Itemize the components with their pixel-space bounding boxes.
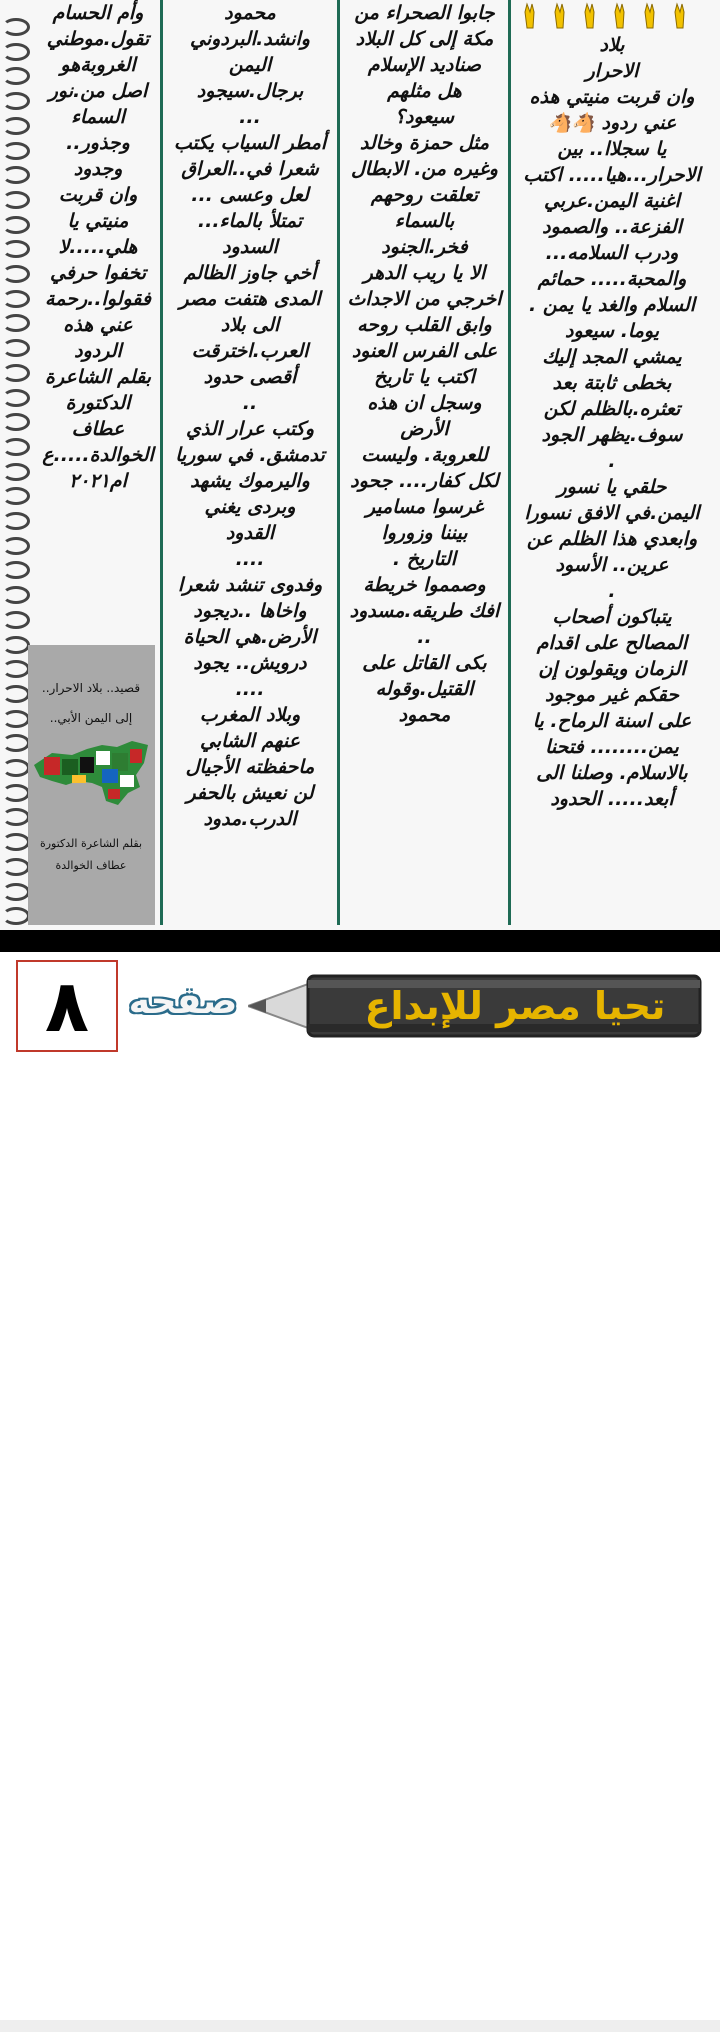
poem-line: عرين.. الأسود xyxy=(555,554,669,576)
poem-line: هل مثلهم xyxy=(387,80,462,102)
spiral-ring xyxy=(2,586,30,604)
spiral-ring xyxy=(2,18,30,36)
poem-line: الخوالدة.....ع xyxy=(42,444,154,466)
spiral-ring xyxy=(2,290,30,308)
poem-line: . xyxy=(608,450,616,472)
column-separator xyxy=(508,0,511,925)
page-number: ٨ xyxy=(16,960,118,1052)
spiral-ring xyxy=(2,389,30,407)
spiral-ring xyxy=(2,808,30,826)
poem-line: شعرا في..العراق xyxy=(181,158,319,180)
poem-line: عني ردود 🐴🐴 xyxy=(547,112,677,134)
poem-line: اليمن xyxy=(228,54,272,76)
poem-line: المصالح على اقدام xyxy=(536,632,688,654)
poem-line: الأرض xyxy=(400,418,449,440)
poem-line: وصمموا خريطة xyxy=(363,574,486,596)
victory-hand-icon xyxy=(512,0,712,30)
spiral-ring xyxy=(2,216,30,234)
poem-line: الاحرار xyxy=(585,60,639,82)
poem-line: القتيل.وقوله xyxy=(375,678,474,700)
poem-line: تعثره.بالظلم لكن xyxy=(543,398,681,420)
spiral-ring xyxy=(2,92,30,110)
poem-line: وانشد.البردوني xyxy=(190,28,310,50)
poem-line: وسجل ان هذه xyxy=(367,392,482,414)
spiral-ring xyxy=(2,67,30,85)
poem-line: القدود xyxy=(225,522,275,544)
poem-line: والمحبة..... حمائم xyxy=(537,268,687,290)
poem-line: يمن........ فتحنا xyxy=(545,736,679,758)
poem-line: تدمشق. في سوريا xyxy=(175,444,325,466)
spiral-ring xyxy=(2,858,30,876)
poem-line: وفدوى تنشد شعرا xyxy=(177,574,323,596)
cover-title xyxy=(32,673,150,733)
poem-line: الدكتورة xyxy=(65,392,131,414)
poem-line: الفزعة.. والصمود xyxy=(542,216,682,238)
poem-line: يوما. سيعود xyxy=(565,320,659,342)
poem-line: وابعدي هذا الظلم عن xyxy=(526,528,698,550)
spiral-ring xyxy=(2,512,30,530)
cover-credit xyxy=(32,833,150,877)
poem-line: لن نعيش بالحفر xyxy=(186,782,314,804)
poem-line: وأم الحسام xyxy=(52,2,144,24)
poem-line: واخاها ..ديجود xyxy=(193,600,307,622)
spiral-ring xyxy=(2,907,30,925)
spiral-ring xyxy=(2,487,30,505)
poem-line: للعروبة. وليست xyxy=(361,444,488,466)
poem-line: وجذور.. xyxy=(66,132,130,154)
poem-line: هلي.....لا xyxy=(58,236,138,258)
poem-line: الردود xyxy=(74,340,122,362)
poem-line: درويش.. يجود xyxy=(193,652,307,674)
poem-line: الأرض.هي الحياة xyxy=(183,626,317,648)
page-footer xyxy=(0,952,720,1080)
poem-line: بالاسلام. وصلنا الى xyxy=(536,762,688,784)
footer-divider xyxy=(0,930,720,952)
spiral-ring xyxy=(2,43,30,61)
spiral-ring xyxy=(2,413,30,431)
column-separator xyxy=(160,0,163,925)
poem-line: ام٢٠٢١ xyxy=(69,470,127,492)
poem-line: تعلقت روحهم xyxy=(370,184,479,206)
poem-line: وبردى يغني xyxy=(204,496,296,518)
poem-line: عني هذه xyxy=(63,314,133,336)
poem-line: غرسوا مسامير xyxy=(365,496,484,518)
poem-line: يتباكون أصحاب xyxy=(552,606,672,628)
poem-line: ... xyxy=(239,106,261,128)
poem-column-3 xyxy=(165,0,335,925)
poem-line: فخر.الجنود xyxy=(381,236,468,258)
spiral-ring xyxy=(2,117,30,135)
poem-line: وغيره من. الابطال xyxy=(351,158,498,180)
poem-line: .... xyxy=(235,548,265,570)
poem-line: الدرب.مدود xyxy=(203,808,297,830)
spiral-ring xyxy=(2,463,30,481)
poem-line: بكى القاتل على xyxy=(362,652,487,674)
poem-line: العرب.اخترقت xyxy=(191,340,309,362)
poem-line: على الفرس العنود xyxy=(351,340,498,362)
spiral-ring xyxy=(2,883,30,901)
spiral-ring xyxy=(2,339,30,357)
poem-line: مثل حمزة وخالد xyxy=(359,132,490,154)
poem-line: ودرب السلامه... xyxy=(545,242,679,264)
poem-line: التاريخ . xyxy=(392,548,457,570)
spiral-ring xyxy=(2,636,30,654)
poem-column-2 xyxy=(342,0,507,925)
poem-line: لعل وعسى ... xyxy=(191,184,309,206)
spiral-ring xyxy=(2,759,30,777)
poem-line: حلقي يا نسور xyxy=(557,476,667,498)
spiral-ring xyxy=(2,685,30,703)
spiral-ring xyxy=(2,561,30,579)
spiral-binding xyxy=(0,0,28,930)
poem-line: بالسماء xyxy=(394,210,455,232)
poem-line: السلام والغد يا يمن . xyxy=(529,294,695,316)
spiral-ring xyxy=(2,265,30,283)
poem-line: محمود xyxy=(398,704,451,726)
poem-line: المدى هتفت مصر xyxy=(179,288,321,310)
poem-line: وبلاد المغرب xyxy=(199,704,301,726)
poem-line: تمتلأ بالماء... xyxy=(197,210,303,232)
poem-line: الاحرار...هيا..... اكتب xyxy=(523,164,701,186)
poem-line: وان قربت منيتي هذه xyxy=(529,86,695,108)
spiral-ring xyxy=(2,364,30,382)
bottom-strip xyxy=(0,2020,720,2032)
poem-line: اخرجي من الاجداث xyxy=(347,288,502,310)
poem-line: أخي جاوز الظالم xyxy=(183,262,317,284)
spiral-ring xyxy=(2,537,30,555)
poem-line: السماء xyxy=(71,106,125,128)
spiral-ring xyxy=(2,142,30,160)
poem-line: اكتب يا تاريخ xyxy=(374,366,475,388)
spiral-ring xyxy=(2,314,30,332)
poem-line: مكة إلى كل البلاد xyxy=(355,28,494,50)
poem-line: صناديد الإسلام xyxy=(367,54,482,76)
poem-line: برجال.سيجود xyxy=(196,80,304,102)
spiral-ring xyxy=(2,833,30,851)
poem-line: وجدود xyxy=(73,158,123,180)
poem-line: أمطر السياب يكتب xyxy=(173,132,327,154)
poem-line: افك طريقه.مسدود xyxy=(349,600,500,622)
poem-line: وان قربت xyxy=(58,184,138,206)
poem-line: وابق القلب روحه xyxy=(357,314,492,336)
poem-line: السدود xyxy=(222,236,278,258)
poem-line: ماحفظته الأجيال xyxy=(185,756,315,778)
poem-line: عنهم الشابي xyxy=(199,730,301,752)
poem-line: محمود xyxy=(224,2,276,24)
poem-cover-card xyxy=(28,645,155,925)
poem-line: .. xyxy=(242,392,258,414)
poem-column-4 xyxy=(36,0,160,640)
poem-line: أبعد..... الحدود xyxy=(550,788,674,810)
poem-line: فقولوا..رحمة xyxy=(45,288,151,310)
poem-line: بلاد xyxy=(599,34,625,56)
poem-line: سيعود؟ xyxy=(394,106,455,128)
poem-line: الا يا ريب الدهر xyxy=(363,262,486,284)
poem-line: تخفوا حرفي xyxy=(49,262,147,284)
spiral-ring xyxy=(2,710,30,728)
spiral-ring xyxy=(2,240,30,258)
notebook-page xyxy=(0,0,720,930)
poem-line: يا سجلاا.. بين xyxy=(557,138,667,160)
spiral-ring xyxy=(2,660,30,678)
poem-line: بخطى ثابتة بعد xyxy=(552,372,672,394)
cover-title-line: إلى اليمن الأبي.. xyxy=(49,711,133,725)
poem-line: الى بلاد xyxy=(220,314,280,336)
cover-credit-line: عطاف الخوالدة xyxy=(55,859,127,872)
cover-title-line: قصيد.. بلاد الاحرار.. xyxy=(41,681,141,695)
banner-title: تحيا مصر للإبداع xyxy=(364,984,666,1028)
poem-line: منيتي يا xyxy=(67,210,129,232)
poem-line: على اسنة الرماح. يا xyxy=(532,710,692,732)
spiral-ring xyxy=(2,191,30,209)
poem-line: الغروبةهو xyxy=(60,54,136,76)
page-label: صفحه xyxy=(128,981,238,1022)
poem-line: .. xyxy=(417,626,432,648)
poem-line: تقول.موطني xyxy=(46,28,150,50)
spiral-ring xyxy=(2,784,30,802)
poem-column-1 xyxy=(512,0,712,925)
poem-line: . xyxy=(608,580,616,602)
poem-line: .... xyxy=(235,678,265,700)
arab-map-flags-image xyxy=(32,735,150,815)
poem-line: بيننا وزوروا xyxy=(381,522,468,544)
spiral-ring xyxy=(2,438,30,456)
spiral-ring xyxy=(2,611,30,629)
poem-line: يمشي المجد إليك xyxy=(542,346,682,368)
spiral-ring xyxy=(2,166,30,184)
cover-credit-line: بقلم الشاعرة الدكتورة xyxy=(39,837,143,850)
poem-line: سوف.يظهر الجود xyxy=(541,424,683,446)
poem-line: اليمن.في الافق نسورا xyxy=(524,502,700,524)
poem-line: أقصى حدود xyxy=(203,366,297,388)
poem-line: اصل من.نور xyxy=(48,80,148,102)
poem-line: حقكم غير موجود xyxy=(545,684,679,706)
spiral-ring xyxy=(2,734,30,752)
poem-line: واليرموك يشهد xyxy=(190,470,310,492)
poem-line: بقلم الشاعرة xyxy=(44,366,152,388)
poem-line: جابوا الصحراء من xyxy=(354,2,495,24)
poem-line: اغنية اليمن.عربي xyxy=(544,190,680,212)
poem-line: عطاف xyxy=(71,418,125,440)
poem-line: لكل كفار.... جحود xyxy=(350,470,499,492)
poem-line: وكتب عرار الذي xyxy=(185,418,315,440)
column-separator xyxy=(337,0,340,925)
poem-line: الزمان ويقولون إن xyxy=(538,658,686,680)
